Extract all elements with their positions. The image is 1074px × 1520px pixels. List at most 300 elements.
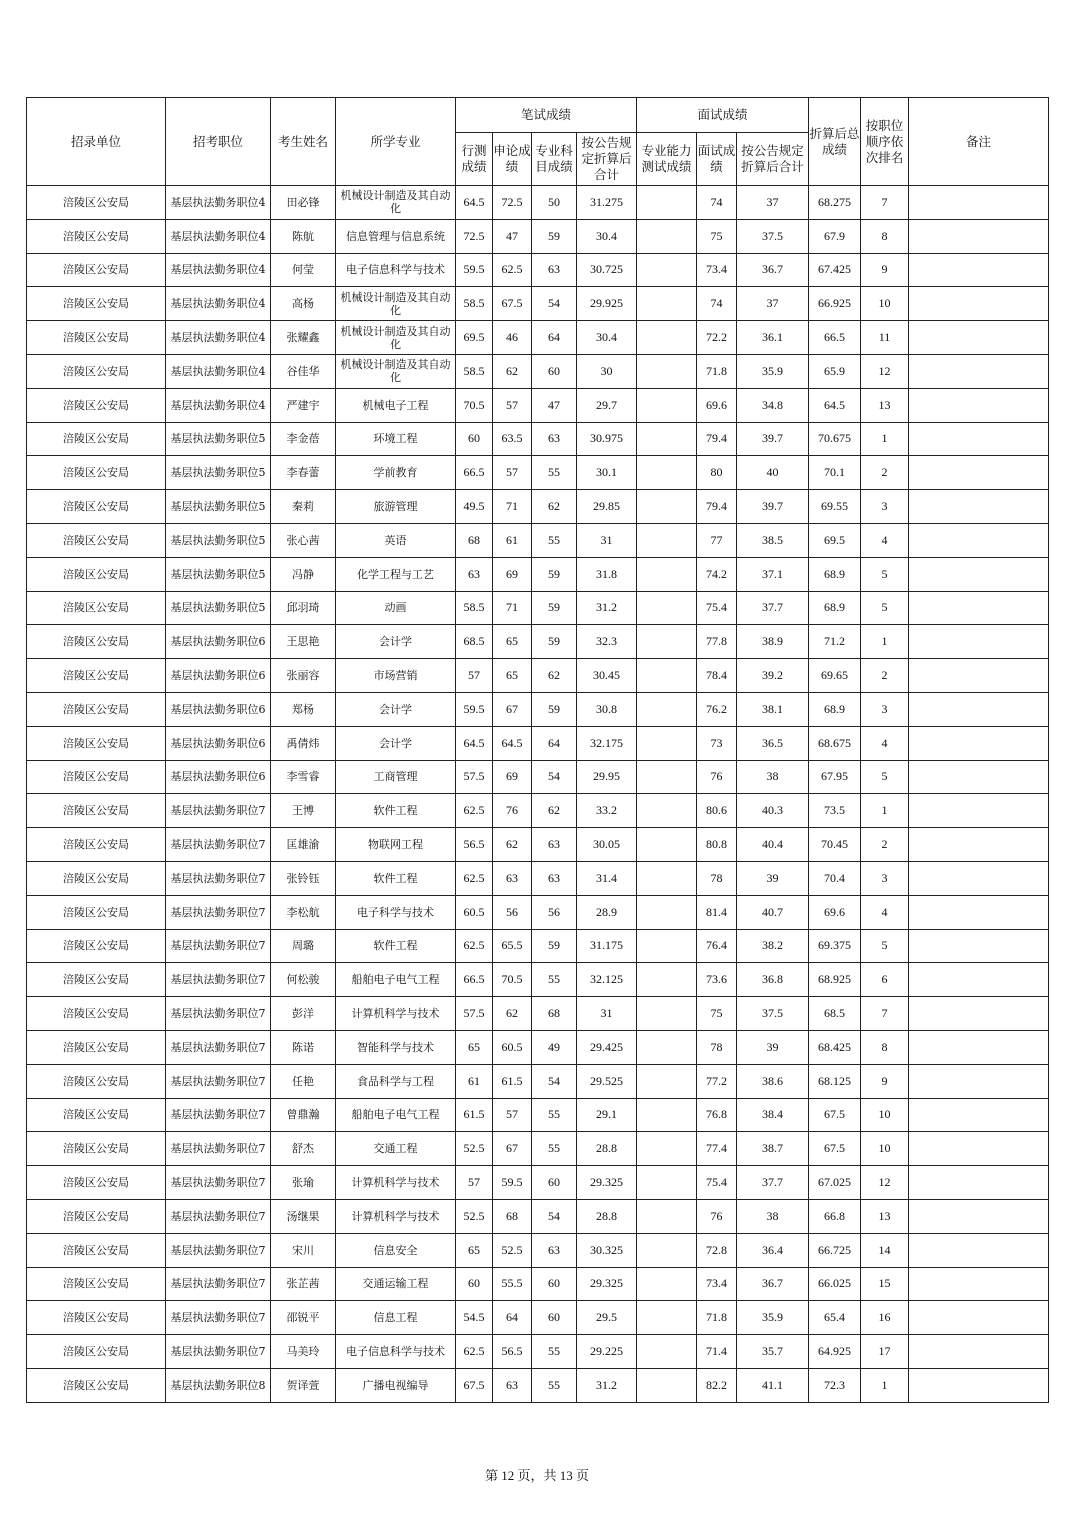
ability-cell <box>637 1098 697 1132</box>
ability-cell <box>637 828 697 862</box>
table-row <box>27 456 1049 490</box>
interview-cell: 71.8 <box>697 1301 737 1335</box>
interview-total-cell: 38 <box>737 760 809 794</box>
name-cell: 舒杰 <box>271 1132 336 1166</box>
name-cell: 匡雄渝 <box>271 828 336 862</box>
unit-cell: 涪陵区公安局 <box>27 760 166 794</box>
unit-cell: 涪陵区公安局 <box>27 321 166 355</box>
table-row <box>27 1267 1049 1301</box>
interview-cell: 75.4 <box>697 591 737 625</box>
remark-cell <box>909 1301 1049 1335</box>
shenlun-cell: 62 <box>493 997 532 1031</box>
remark-cell <box>909 794 1049 828</box>
rank-cell: 8 <box>861 1030 909 1064</box>
position-cell: 基层执法勤务职位4 <box>166 321 271 355</box>
name-cell: 任艳 <box>271 1064 336 1098</box>
interview-total-cell: 36.1 <box>737 321 809 355</box>
xingce-cell: 58.5 <box>456 591 493 625</box>
zhuanye-cell: 62 <box>532 490 577 524</box>
header-interview-total: 按公告规定折算后合计 <box>737 133 809 186</box>
shenlun-cell: 55.5 <box>493 1267 532 1301</box>
xingce-cell: 68 <box>456 523 493 557</box>
unit-cell: 涪陵区公安局 <box>27 1166 166 1200</box>
interview-cell: 71.4 <box>697 1335 737 1369</box>
written-total-cell: 29.1 <box>577 1098 637 1132</box>
name-cell: 张瑜 <box>271 1166 336 1200</box>
major-cell: 学前教育 <box>336 456 456 490</box>
xingce-cell: 59.5 <box>456 692 493 726</box>
rank-cell: 4 <box>861 895 909 929</box>
name-cell: 张丽容 <box>271 659 336 693</box>
ability-cell <box>637 354 697 388</box>
table-row <box>27 422 1049 456</box>
shenlun-cell: 62.5 <box>493 253 532 287</box>
interview-total-cell: 36.7 <box>737 1267 809 1301</box>
zhuanye-cell: 60 <box>532 1301 577 1335</box>
name-cell: 周璐 <box>271 929 336 963</box>
ability-cell <box>637 422 697 456</box>
table-row <box>27 1199 1049 1233</box>
remark-cell <box>909 253 1049 287</box>
position-cell: 基层执法勤务职位8 <box>166 1368 271 1402</box>
remark-cell <box>909 1064 1049 1098</box>
table-row <box>27 219 1049 253</box>
table-row <box>27 591 1049 625</box>
unit-cell: 涪陵区公安局 <box>27 422 166 456</box>
remark-cell <box>909 861 1049 895</box>
ability-cell <box>637 591 697 625</box>
overall-cell: 64.925 <box>809 1335 861 1369</box>
remark-cell <box>909 929 1049 963</box>
table-row <box>27 1301 1049 1335</box>
header-shenlun: 申论成绩 <box>493 133 532 186</box>
overall-cell: 68.9 <box>809 692 861 726</box>
shenlun-cell: 69 <box>493 557 532 591</box>
rank-cell: 17 <box>861 1335 909 1369</box>
rank-cell: 13 <box>861 1199 909 1233</box>
table-row <box>27 1233 1049 1267</box>
position-cell: 基层执法勤务职位5 <box>166 490 271 524</box>
rank-cell: 1 <box>861 1368 909 1402</box>
written-total-cell: 30.325 <box>577 1233 637 1267</box>
position-cell: 基层执法勤务职位6 <box>166 625 271 659</box>
ability-cell <box>637 1132 697 1166</box>
rank-cell: 5 <box>861 591 909 625</box>
shenlun-cell: 62 <box>493 828 532 862</box>
name-cell: 何松骏 <box>271 963 336 997</box>
written-total-cell: 28.9 <box>577 895 637 929</box>
interview-total-cell: 38.9 <box>737 625 809 659</box>
major-cell: 化学工程与工艺 <box>336 557 456 591</box>
overall-cell: 68.9 <box>809 591 861 625</box>
position-cell: 基层执法勤务职位6 <box>166 692 271 726</box>
remark-cell <box>909 1267 1049 1301</box>
remark-cell <box>909 828 1049 862</box>
name-cell: 李春蕾 <box>271 456 336 490</box>
unit-cell: 涪陵区公安局 <box>27 354 166 388</box>
zhuanye-cell: 63 <box>532 828 577 862</box>
zhuanye-cell: 59 <box>532 591 577 625</box>
header-major: 所学专业 <box>336 98 456 186</box>
zhuanye-cell: 59 <box>532 625 577 659</box>
shenlun-cell: 71 <box>493 591 532 625</box>
zhuanye-cell: 59 <box>532 557 577 591</box>
table-row <box>27 186 1049 220</box>
zhuanye-cell: 64 <box>532 321 577 355</box>
overall-cell: 70.45 <box>809 828 861 862</box>
major-cell: 机械设计制造及其自动化 <box>336 321 456 355</box>
overall-cell: 70.4 <box>809 861 861 895</box>
interview-total-cell: 39.2 <box>737 659 809 693</box>
header-zhuanye: 专业科目成绩 <box>532 133 577 186</box>
unit-cell: 涪陵区公安局 <box>27 1030 166 1064</box>
remark-cell <box>909 422 1049 456</box>
rank-cell: 7 <box>861 186 909 220</box>
position-cell: 基层执法勤务职位7 <box>166 828 271 862</box>
ability-cell <box>637 1267 697 1301</box>
name-cell: 张心茜 <box>271 523 336 557</box>
major-cell: 软件工程 <box>336 794 456 828</box>
interview-total-cell: 36.8 <box>737 963 809 997</box>
shenlun-cell: 64 <box>493 1301 532 1335</box>
written-total-cell: 31 <box>577 997 637 1031</box>
table-row <box>27 1064 1049 1098</box>
overall-cell: 68.5 <box>809 997 861 1031</box>
name-cell: 张芷茜 <box>271 1267 336 1301</box>
written-total-cell: 28.8 <box>577 1132 637 1166</box>
ability-cell <box>637 726 697 760</box>
shenlun-cell: 63 <box>493 1368 532 1402</box>
unit-cell: 涪陵区公安局 <box>27 1267 166 1301</box>
zhuanye-cell: 55 <box>532 1132 577 1166</box>
interview-total-cell: 36.4 <box>737 1233 809 1267</box>
written-total-cell: 29.85 <box>577 490 637 524</box>
overall-cell: 66.8 <box>809 1199 861 1233</box>
remark-cell <box>909 659 1049 693</box>
xingce-cell: 62.5 <box>456 794 493 828</box>
shenlun-cell: 59.5 <box>493 1166 532 1200</box>
table-row <box>27 1030 1049 1064</box>
remark-cell <box>909 490 1049 524</box>
written-total-cell: 33.2 <box>577 794 637 828</box>
unit-cell: 涪陵区公安局 <box>27 1199 166 1233</box>
unit-cell: 涪陵区公安局 <box>27 287 166 321</box>
major-cell: 软件工程 <box>336 861 456 895</box>
major-cell: 机械设计制造及其自动化 <box>336 186 456 220</box>
remark-cell <box>909 726 1049 760</box>
overall-cell: 69.55 <box>809 490 861 524</box>
overall-cell: 65.9 <box>809 354 861 388</box>
zhuanye-cell: 56 <box>532 895 577 929</box>
rank-cell: 12 <box>861 354 909 388</box>
rank-cell: 1 <box>861 422 909 456</box>
overall-cell: 68.675 <box>809 726 861 760</box>
written-total-cell: 30.975 <box>577 422 637 456</box>
table-row <box>27 321 1049 355</box>
name-cell: 彭洋 <box>271 997 336 1031</box>
rank-cell: 1 <box>861 625 909 659</box>
unit-cell: 涪陵区公安局 <box>27 861 166 895</box>
shenlun-cell: 67 <box>493 1132 532 1166</box>
overall-cell: 67.95 <box>809 760 861 794</box>
shenlun-cell: 68 <box>493 1199 532 1233</box>
table-row <box>27 523 1049 557</box>
rank-cell: 5 <box>861 760 909 794</box>
table-row <box>27 490 1049 524</box>
interview-total-cell: 38.4 <box>737 1098 809 1132</box>
major-cell: 环境工程 <box>336 422 456 456</box>
remark-cell <box>909 287 1049 321</box>
table-row <box>27 963 1049 997</box>
overall-cell: 67.5 <box>809 1132 861 1166</box>
rank-cell: 8 <box>861 219 909 253</box>
zhuanye-cell: 63 <box>532 1233 577 1267</box>
interview-total-cell: 37.7 <box>737 1166 809 1200</box>
position-cell: 基层执法勤务职位4 <box>166 388 271 422</box>
zhuanye-cell: 55 <box>532 1098 577 1132</box>
xingce-cell: 70.5 <box>456 388 493 422</box>
written-total-cell: 29.325 <box>577 1267 637 1301</box>
major-cell: 广播电视编导 <box>336 1368 456 1402</box>
written-total-cell: 31.4 <box>577 861 637 895</box>
interview-total-cell: 35.7 <box>737 1335 809 1369</box>
xingce-cell: 58.5 <box>456 354 493 388</box>
major-cell: 会计学 <box>336 692 456 726</box>
interview-cell: 78 <box>697 1030 737 1064</box>
xingce-cell: 52.5 <box>456 1199 493 1233</box>
unit-cell: 涪陵区公安局 <box>27 557 166 591</box>
major-cell: 会计学 <box>336 625 456 659</box>
ability-cell <box>637 1368 697 1402</box>
remark-cell <box>909 1166 1049 1200</box>
zhuanye-cell: 64 <box>532 726 577 760</box>
interview-total-cell: 37 <box>737 186 809 220</box>
position-cell: 基层执法勤务职位7 <box>166 1335 271 1369</box>
ability-cell <box>637 456 697 490</box>
shenlun-cell: 70.5 <box>493 963 532 997</box>
written-total-cell: 30.1 <box>577 456 637 490</box>
overall-cell: 67.5 <box>809 1098 861 1132</box>
overall-cell: 70.675 <box>809 422 861 456</box>
written-total-cell: 31.175 <box>577 929 637 963</box>
shenlun-cell: 57 <box>493 1098 532 1132</box>
interview-cell: 76.8 <box>697 1098 737 1132</box>
rank-cell: 6 <box>861 963 909 997</box>
overall-cell: 66.925 <box>809 287 861 321</box>
name-cell: 李松航 <box>271 895 336 929</box>
table-row <box>27 354 1049 388</box>
header-written-total: 按公告规定折算后合计 <box>577 133 637 186</box>
shenlun-cell: 69 <box>493 760 532 794</box>
table-row <box>27 287 1049 321</box>
interview-cell: 73.6 <box>697 963 737 997</box>
position-cell: 基层执法勤务职位7 <box>166 929 271 963</box>
table-row <box>27 997 1049 1031</box>
shenlun-cell: 60.5 <box>493 1030 532 1064</box>
major-cell: 计算机科学与技术 <box>336 997 456 1031</box>
interview-total-cell: 39.7 <box>737 422 809 456</box>
xingce-cell: 64.5 <box>456 186 493 220</box>
interview-cell: 78 <box>697 861 737 895</box>
name-cell: 张铃钰 <box>271 861 336 895</box>
xingce-cell: 59.5 <box>456 253 493 287</box>
rank-cell: 11 <box>861 321 909 355</box>
position-cell: 基层执法勤务职位5 <box>166 523 271 557</box>
written-total-cell: 30.4 <box>577 321 637 355</box>
name-cell: 邱羽琦 <box>271 591 336 625</box>
remark-cell <box>909 1233 1049 1267</box>
interview-cell: 71.8 <box>697 354 737 388</box>
written-total-cell: 29.925 <box>577 287 637 321</box>
written-total-cell: 29.225 <box>577 1335 637 1369</box>
interview-total-cell: 40.7 <box>737 895 809 929</box>
zhuanye-cell: 54 <box>532 287 577 321</box>
ability-cell <box>637 287 697 321</box>
major-cell: 交通工程 <box>336 1132 456 1166</box>
written-total-cell: 29.5 <box>577 1301 637 1335</box>
remark-cell <box>909 1199 1049 1233</box>
rank-cell: 4 <box>861 523 909 557</box>
rank-cell: 2 <box>861 659 909 693</box>
major-cell: 英语 <box>336 523 456 557</box>
position-cell: 基层执法勤务职位7 <box>166 1233 271 1267</box>
unit-cell: 涪陵区公安局 <box>27 895 166 929</box>
name-cell: 王思艳 <box>271 625 336 659</box>
major-cell: 机械设计制造及其自动化 <box>336 354 456 388</box>
zhuanye-cell: 59 <box>532 929 577 963</box>
unit-cell: 涪陵区公安局 <box>27 692 166 726</box>
major-cell: 计算机科学与技术 <box>336 1166 456 1200</box>
header-ability: 专业能力测试成绩 <box>637 133 697 186</box>
unit-cell: 涪陵区公安局 <box>27 929 166 963</box>
position-cell: 基层执法勤务职位7 <box>166 895 271 929</box>
major-cell: 食品科学与工程 <box>336 1064 456 1098</box>
major-cell: 信息安全 <box>336 1233 456 1267</box>
zhuanye-cell: 55 <box>532 1368 577 1402</box>
xingce-cell: 60 <box>456 422 493 456</box>
name-cell: 汤继果 <box>271 1199 336 1233</box>
rank-cell: 3 <box>861 490 909 524</box>
position-cell: 基层执法勤务职位5 <box>166 422 271 456</box>
table-row <box>27 625 1049 659</box>
ability-cell <box>637 186 697 220</box>
major-cell: 机械设计制造及其自动化 <box>336 287 456 321</box>
zhuanye-cell: 54 <box>532 760 577 794</box>
written-total-cell: 30.725 <box>577 253 637 287</box>
position-cell: 基层执法勤务职位7 <box>166 1166 271 1200</box>
interview-cell: 76.4 <box>697 929 737 963</box>
position-cell: 基层执法勤务职位7 <box>166 1267 271 1301</box>
ability-cell <box>637 523 697 557</box>
zhuanye-cell: 55 <box>532 523 577 557</box>
name-cell: 王博 <box>271 794 336 828</box>
table-row <box>27 929 1049 963</box>
shenlun-cell: 63.5 <box>493 422 532 456</box>
table-row <box>27 1368 1049 1402</box>
interview-cell: 77.2 <box>697 1064 737 1098</box>
shenlun-cell: 57 <box>493 456 532 490</box>
unit-cell: 涪陵区公安局 <box>27 726 166 760</box>
table-row <box>27 692 1049 726</box>
major-cell: 旅游管理 <box>336 490 456 524</box>
table-body <box>27 186 1049 1403</box>
shenlun-cell: 65.5 <box>493 929 532 963</box>
xingce-cell: 67.5 <box>456 1368 493 1402</box>
major-cell: 电子信息科学与技术 <box>336 1335 456 1369</box>
overall-cell: 66.725 <box>809 1233 861 1267</box>
zhuanye-cell: 60 <box>532 354 577 388</box>
zhuanye-cell: 63 <box>532 253 577 287</box>
interview-cell: 82.2 <box>697 1368 737 1402</box>
ability-cell <box>637 760 697 794</box>
interview-cell: 73 <box>697 726 737 760</box>
shenlun-cell: 61 <box>493 523 532 557</box>
ability-cell <box>637 1199 697 1233</box>
major-cell: 电子科学与技术 <box>336 895 456 929</box>
interview-total-cell: 40 <box>737 456 809 490</box>
rank-cell: 15 <box>861 1267 909 1301</box>
unit-cell: 涪陵区公安局 <box>27 186 166 220</box>
unit-cell: 涪陵区公安局 <box>27 456 166 490</box>
rank-cell: 9 <box>861 1064 909 1098</box>
xingce-cell: 65 <box>456 1030 493 1064</box>
shenlun-cell: 76 <box>493 794 532 828</box>
xingce-cell: 58.5 <box>456 287 493 321</box>
interview-total-cell: 40.4 <box>737 828 809 862</box>
header-remark: 备注 <box>909 98 1049 186</box>
interview-cell: 75 <box>697 997 737 1031</box>
ability-cell <box>637 490 697 524</box>
position-cell: 基层执法勤务职位4 <box>166 186 271 220</box>
written-total-cell: 29.525 <box>577 1064 637 1098</box>
major-cell: 电子信息科学与技术 <box>336 253 456 287</box>
written-total-cell: 32.125 <box>577 963 637 997</box>
overall-cell: 70.1 <box>809 456 861 490</box>
shenlun-cell: 67.5 <box>493 287 532 321</box>
xingce-cell: 66.5 <box>456 456 493 490</box>
xingce-cell: 65 <box>456 1233 493 1267</box>
written-total-cell: 31.2 <box>577 591 637 625</box>
shenlun-cell: 56 <box>493 895 532 929</box>
table-row <box>27 726 1049 760</box>
interview-total-cell: 37.1 <box>737 557 809 591</box>
overall-cell: 66.025 <box>809 1267 861 1301</box>
position-cell: 基层执法勤务职位4 <box>166 253 271 287</box>
xingce-cell: 63 <box>456 557 493 591</box>
table-row <box>27 895 1049 929</box>
xingce-cell: 54.5 <box>456 1301 493 1335</box>
unit-cell: 涪陵区公安局 <box>27 963 166 997</box>
overall-cell: 69.5 <box>809 523 861 557</box>
remark-cell <box>909 219 1049 253</box>
remark-cell <box>909 388 1049 422</box>
interview-cell: 72.8 <box>697 1233 737 1267</box>
unit-cell: 涪陵区公安局 <box>27 1064 166 1098</box>
unit-cell: 涪陵区公安局 <box>27 388 166 422</box>
unit-cell: 涪陵区公安局 <box>27 794 166 828</box>
xingce-cell: 56.5 <box>456 828 493 862</box>
name-cell: 贺译萱 <box>271 1368 336 1402</box>
name-cell: 田必锋 <box>271 186 336 220</box>
zhuanye-cell: 55 <box>532 1335 577 1369</box>
position-cell: 基层执法勤务职位4 <box>166 287 271 321</box>
rank-cell: 2 <box>861 828 909 862</box>
interview-total-cell: 37.5 <box>737 997 809 1031</box>
header-overall: 折算后总成绩 <box>809 98 861 186</box>
remark-cell <box>909 523 1049 557</box>
shenlun-cell: 61.5 <box>493 1064 532 1098</box>
unit-cell: 涪陵区公安局 <box>27 219 166 253</box>
